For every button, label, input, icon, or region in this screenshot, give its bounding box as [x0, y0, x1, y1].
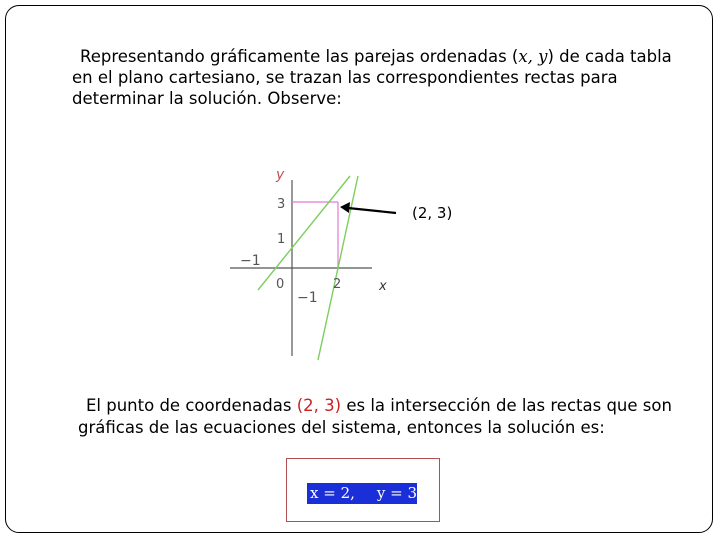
pointer-arrow-shaft — [348, 208, 396, 213]
conclusion-point-highlight: (2, 3) — [296, 396, 342, 415]
y-axis-label: y — [276, 167, 285, 183]
line-equation-1 — [258, 176, 350, 290]
conclusion-line-1 — [78, 395, 678, 417]
tick-label-x-2: 2 — [333, 277, 342, 292]
solution-box — [286, 458, 440, 522]
tick-label-minus1-left: −1 — [240, 253, 261, 269]
intro-line-1-start: Representando gráficamente las parejas ordenadas ( — [80, 47, 519, 66]
intro-line-1-end: ) de cada tabla — [547, 47, 672, 66]
intro-line-2: en el plano cartesiano, se trazan las correspondientes rectas para — [72, 68, 618, 87]
intro-math-xy: x, y — [518, 47, 548, 66]
conclusion-line-1-end: es la intersección de las rectas que son — [341, 396, 672, 415]
pointer-arrow-head — [340, 202, 350, 213]
tick-label-minus1-bottom: −1 — [297, 290, 318, 306]
conclusion-line-1-start: El punto de coordenadas — [86, 396, 297, 415]
tick-label-origin: 0 — [276, 277, 285, 292]
x-axis-label: x — [379, 279, 387, 294]
tick-label-y-3: 3 — [277, 197, 286, 212]
intersection-point-label: (2, 3) — [412, 204, 453, 222]
solution-x-value: x = 2, — [310, 484, 355, 502]
conclusion-line-2: gráficas de las ecuaciones del sistema, entonces la solución es: — [78, 418, 605, 437]
solution-y-value: y = 3 — [376, 484, 418, 502]
conclusion-paragraph — [78, 395, 678, 439]
tick-label-y-1: 1 — [277, 232, 286, 247]
intro-line-3: determinar la solución. Observe: — [72, 89, 342, 108]
solution-banner — [307, 483, 417, 504]
